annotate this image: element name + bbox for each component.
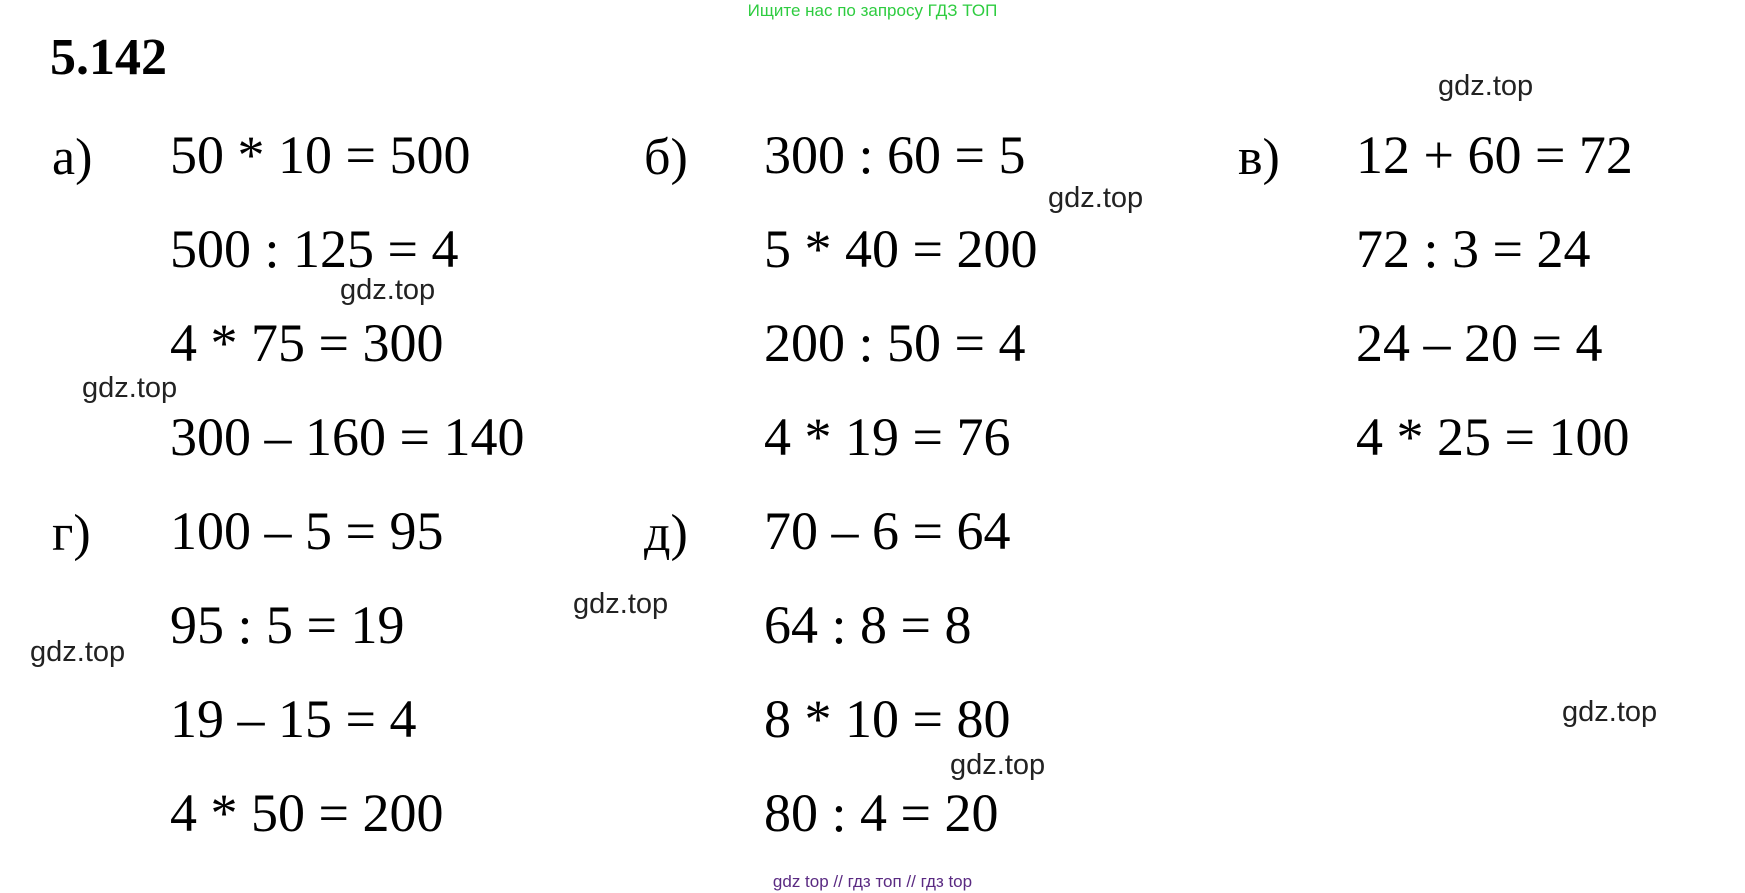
watermark: gdz.top xyxy=(1438,70,1534,102)
problem-number: 5.142 xyxy=(50,29,167,86)
part-b-label: б) xyxy=(644,129,688,186)
part-v-equation-1: 12 + 60 = 72 xyxy=(1356,125,1633,185)
watermark: gdz.top xyxy=(1048,182,1144,214)
part-b-equation-3: 200 : 50 = 4 xyxy=(764,313,1026,373)
part-d-equation-1: 70 – 6 = 64 xyxy=(764,501,1011,561)
part-d-label: д) xyxy=(644,505,688,562)
watermark: gdz.top xyxy=(30,636,126,668)
watermark: gdz.top xyxy=(950,749,1046,781)
part-d-equation-3: 8 * 10 = 80 xyxy=(764,689,1011,749)
part-a-equation-4: 300 – 160 = 140 xyxy=(170,407,525,467)
part-g-equation-3: 19 – 15 = 4 xyxy=(170,689,417,749)
watermark: gdz.top xyxy=(340,274,436,306)
part-g-equation-2: 95 : 5 = 19 xyxy=(170,595,405,655)
part-a-equation-1: 50 * 10 = 500 xyxy=(170,125,471,185)
header-ad-text: Ищите нас по запросу ГДЗ ТОП xyxy=(747,1,998,20)
watermark: gdz.top xyxy=(573,588,669,620)
part-d-equation-4: 80 : 4 = 20 xyxy=(764,783,999,843)
part-b-equation-1: 300 : 60 = 5 xyxy=(764,125,1026,185)
part-v-equation-4: 4 * 25 = 100 xyxy=(1356,407,1630,467)
part-d-equation-2: 64 : 8 = 8 xyxy=(764,595,972,655)
part-v-label: в) xyxy=(1238,129,1280,186)
part-a-equation-3: 4 * 75 = 300 xyxy=(170,313,444,373)
part-g-label: г) xyxy=(52,505,91,562)
part-g-equation-1: 100 – 5 = 95 xyxy=(170,501,444,561)
part-b-equation-4: 4 * 19 = 76 xyxy=(764,407,1011,467)
part-v-equation-2: 72 : 3 = 24 xyxy=(1356,219,1591,279)
watermark: gdz.top xyxy=(1562,696,1658,728)
part-g-equation-4: 4 * 50 = 200 xyxy=(170,783,444,843)
part-b-equation-2: 5 * 40 = 200 xyxy=(764,219,1038,279)
part-v-equation-3: 24 – 20 = 4 xyxy=(1356,313,1603,373)
part-a-label: а) xyxy=(52,129,93,186)
footer-text: gdz top // гдз топ // гдз top xyxy=(772,872,973,891)
watermark: gdz.top xyxy=(82,372,178,404)
part-a-equation-2: 500 : 125 = 4 xyxy=(170,219,459,279)
